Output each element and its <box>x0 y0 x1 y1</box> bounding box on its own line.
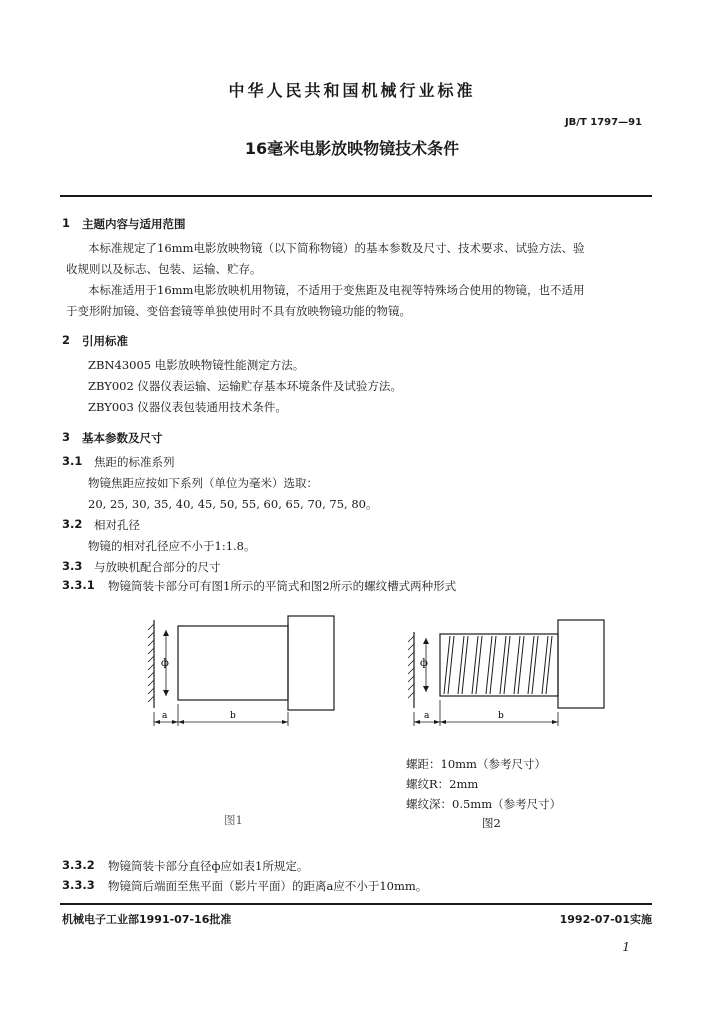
section-2-number: 2 <box>62 333 71 347</box>
section-1-para2-line1: 本标准适用于16mm电影放映机用物镜，不适用于变焦距及电视等特殊场合使用的物镜，也不适用 <box>88 283 585 297</box>
section-1-number: 1 <box>62 216 71 230</box>
section-1-para1-line1: 本标准规定了16mm电影放映物镜（以下简称物镜）的基本参数及尺寸、技术要求、试验方法、验 <box>88 241 585 255</box>
section-3-title: 基本参数及尺寸 <box>82 431 163 445</box>
reference-item: ZBY002 仪器仪表运输、运输贮存基本环境条件及试验方法。 <box>88 379 402 393</box>
figure-2-b-label: b <box>498 711 504 721</box>
section-3-2-title: 相对孔径 <box>94 518 140 532</box>
section-1-para1-line2: 收规则以及标志、包装、运输、贮存。 <box>66 262 262 276</box>
figure-1-phi-label: ф <box>161 658 169 669</box>
figure-2-caption: 图2 <box>482 816 501 830</box>
section-3-3-1-text: 物镜筒装卡部分可有图1所示的平筒式和图2所示的螺纹槽式两种形式 <box>108 579 457 593</box>
section-3-1-title: 焦距的标准系列 <box>94 455 175 469</box>
figure-2-drawing <box>400 612 615 742</box>
implementation-date: 1992-07-01实施 <box>559 913 652 926</box>
figure-2-note: 螺纹R：2mm <box>406 777 479 791</box>
section-2-title: 引用标准 <box>82 334 128 348</box>
section-3-3-3-number: 3.3.3 <box>62 878 95 892</box>
standard-number: JB/T 1797—91 <box>564 117 642 128</box>
section-3-2-text: 物镜的相对孔径应不小于1:1.8。 <box>88 539 256 553</box>
section-1-para2-line2: 于变形附加镜、变倍套镜等单独使用时不具有放映物镜功能的物镜。 <box>66 304 411 318</box>
figure-2-a-label: a <box>424 711 430 721</box>
figure-1-b-label: b <box>230 711 236 721</box>
figure-1-a-label: a <box>162 711 168 721</box>
figure-2-phi-label: ф <box>420 658 428 669</box>
reference-item: ZBN43005 电影放映物镜性能测定方法。 <box>88 358 305 372</box>
section-3-number: 3 <box>62 430 71 444</box>
section-3-1-text: 物镜焦距应按如下系列（单位为毫米）选取： <box>88 476 318 490</box>
org-title: 中华人民共和国机械行业标准 <box>228 81 476 100</box>
section-3-3-2-number: 3.3.2 <box>62 858 95 872</box>
section-1-title: 主题内容与适用范围 <box>82 217 186 231</box>
figure-1-caption: 图1 <box>224 813 243 827</box>
approval-date: 机械电子工业部1991-07-16批准 <box>62 913 232 926</box>
section-3-3-number: 3.3 <box>62 559 83 573</box>
document-title: 16毫米电影放映物镜技术条件 <box>244 139 460 158</box>
section-3-3-3-text: 物镜筒后端面至焦平面（影片平面）的距离a应不小于10mm。 <box>108 879 428 893</box>
section-3-1-number: 3.1 <box>62 454 83 468</box>
figure-1-drawing <box>140 612 350 742</box>
section-3-2-number: 3.2 <box>62 517 83 531</box>
header-rule <box>60 195 652 197</box>
footer-rule <box>60 903 652 905</box>
section-3-3-1-number: 3.3.1 <box>62 578 95 592</box>
figure-2-note: 螺纹深：0.5mm（参考尺寸） <box>406 797 562 811</box>
section-3-3-title: 与放映机配合部分的尺寸 <box>94 560 221 574</box>
focal-length-series: 20, 25, 30, 35, 40, 45, 50, 55, 60, 65, 70, 75, 80。 <box>88 497 378 511</box>
figure-2-note: 螺距：10mm（参考尺寸） <box>406 757 546 771</box>
section-3-3-2-text: 物镜筒装卡部分直径ф应如表1所规定。 <box>108 859 309 873</box>
reference-item: ZBY003 仪器仪表包装通用技术条件。 <box>88 400 287 414</box>
page-number: 1 <box>622 940 630 954</box>
